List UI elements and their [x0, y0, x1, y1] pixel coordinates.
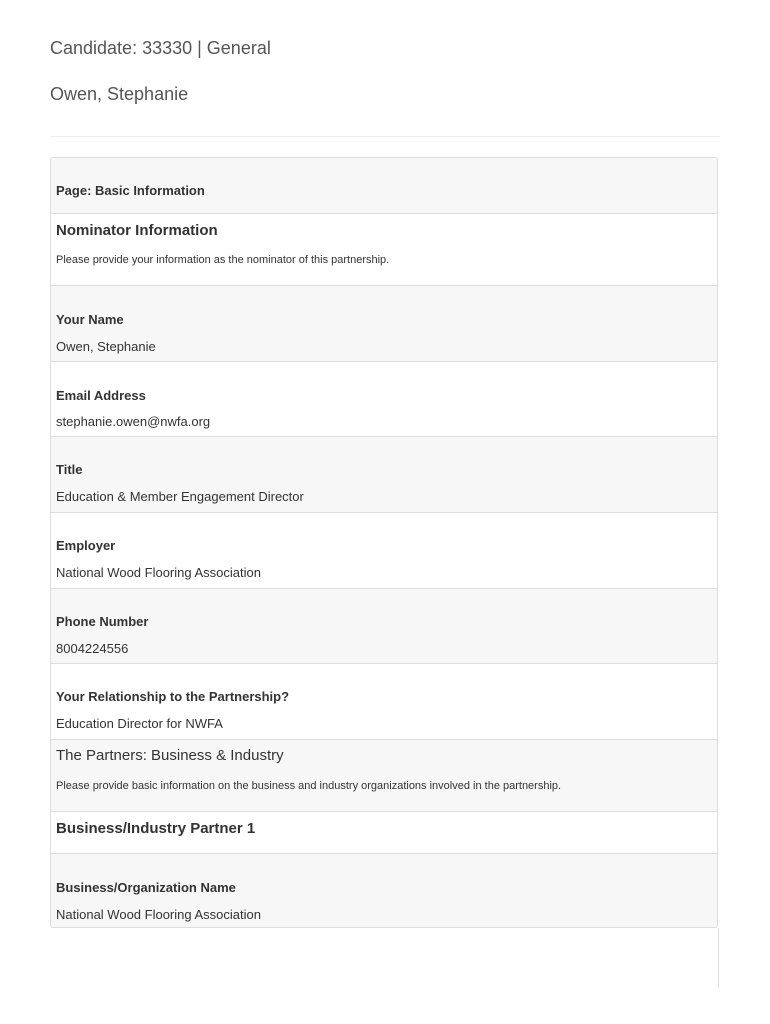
- partners-section: [51, 740, 717, 812]
- field-value: 8004224556: [56, 641, 129, 656]
- field-value: National Wood Flooring Association: [56, 565, 261, 580]
- nominator-heading: Nominator Information: [56, 222, 218, 239]
- partner1-heading-row: [51, 812, 717, 854]
- field-row-your-name: [51, 286, 717, 362]
- field-row-org-name: [51, 854, 717, 928]
- field-row-title: [51, 437, 717, 513]
- divider: [50, 136, 720, 137]
- partners-description: Please provide basic information on the business and industry organizations involved in the partnership.: [56, 780, 562, 792]
- candidate-title: Candidate: 33330 | General: [50, 38, 271, 58]
- field-value: National Wood Flooring Association: [56, 907, 261, 922]
- field-label: Your Name: [56, 312, 124, 327]
- partners-heading: The Partners: Business & Industry: [56, 747, 284, 764]
- field-label: Phone Number: [56, 614, 149, 629]
- field-label: Title: [56, 462, 83, 477]
- field-label: Business/Organization Name: [56, 880, 236, 895]
- field-value: stephanie.owen@nwfa.org: [56, 414, 211, 429]
- field-value: Education & Member Engagement Director: [56, 489, 304, 504]
- field-label: Your Relationship to the Partnership?: [56, 689, 290, 704]
- page-title: Page: Basic Information: [56, 183, 205, 198]
- field-row-relationship: [51, 664, 717, 740]
- field-value: Education Director for NWFA: [56, 716, 223, 731]
- field-row-email: [51, 362, 717, 437]
- page-heading-row: [51, 158, 717, 214]
- candidate-name: Owen, Stephanie: [50, 84, 189, 104]
- field-label: Employer: [56, 538, 116, 553]
- field-value: Owen, Stephanie: [56, 339, 156, 354]
- field-label: Email Address: [56, 388, 146, 403]
- nominator-section: [51, 214, 717, 286]
- field-row-employer: [51, 513, 717, 589]
- partner1-heading: Business/Industry Partner 1: [56, 820, 256, 837]
- panel-edge-line: [718, 928, 719, 988]
- nominator-description: Please provide your information as the nominator of this partnership.: [56, 254, 390, 266]
- form-panel: [50, 157, 718, 928]
- field-row-phone: [51, 589, 717, 664]
